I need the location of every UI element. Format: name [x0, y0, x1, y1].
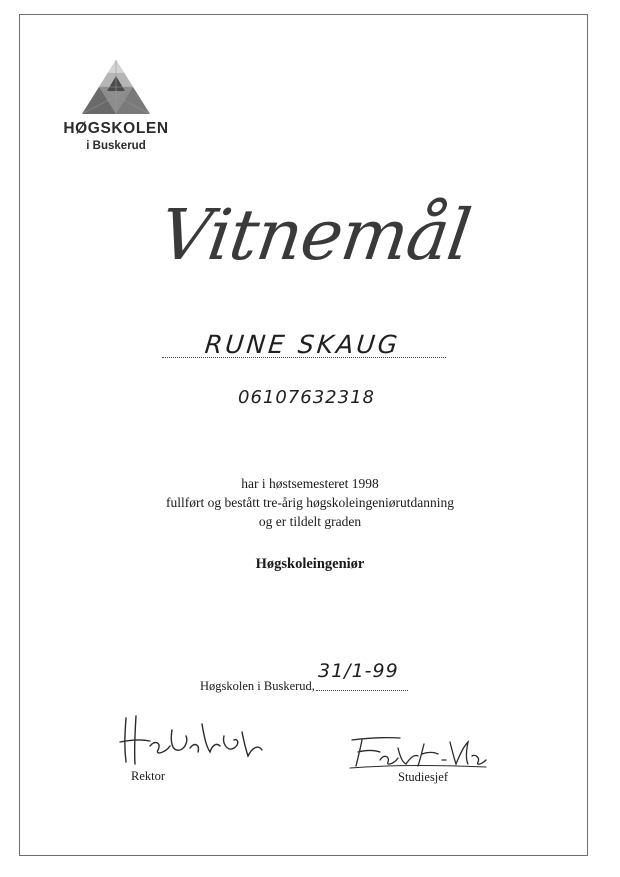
recipient-id-number: 06107632318 — [238, 387, 375, 408]
studiesjef-label: Studiesjef — [398, 770, 448, 784]
studiesjef-signature — [348, 732, 488, 772]
date-dotted-line — [316, 690, 408, 691]
institution-location: i Buskerud — [86, 140, 146, 152]
statement-line-2: fullført og bestått tre-årig høgskoleingeniørutdanning — [166, 495, 454, 510]
institution-name: HØGSKOLEN — [63, 120, 169, 137]
issue-place: Høgskolen i Buskerud, — [200, 679, 315, 693]
name-dotted-line — [162, 357, 446, 358]
issue-date: 31/1-99 — [318, 660, 399, 682]
statement-line-1: har i høstsemesteret 1998 — [241, 476, 379, 491]
rektor-signature — [110, 712, 270, 770]
statement-line-3: og er tildelt graden — [258, 514, 362, 529]
institution-logo — [52, 58, 182, 168]
recipient-name: RUNE SKAUG — [203, 330, 402, 359]
document-title: Vitnemål — [154, 194, 476, 276]
rektor-label: Rektor — [131, 769, 166, 783]
degree-title: Høgskoleingeniør — [255, 556, 365, 572]
pyramid-logo-icon — [80, 58, 152, 116]
